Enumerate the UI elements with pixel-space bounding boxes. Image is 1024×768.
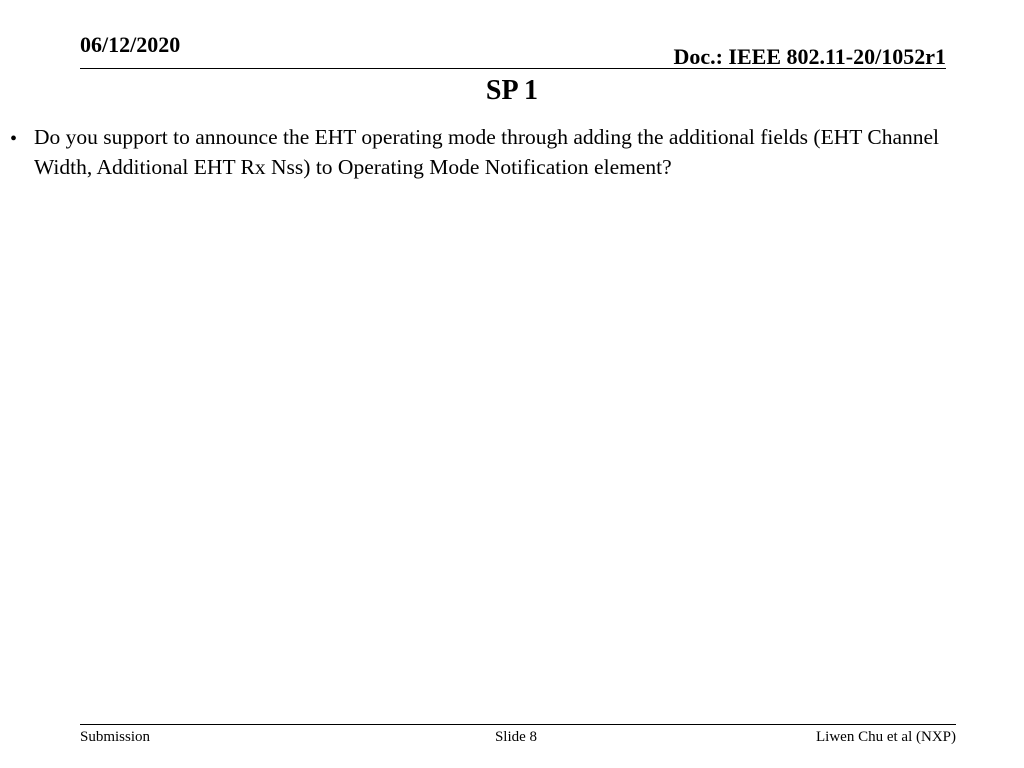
header-date: 06/12/2020	[80, 32, 181, 57]
header-divider	[80, 68, 946, 69]
footer-submission: Submission	[80, 729, 151, 745]
bullet-text: Do you support to announce the EHT operating mode through adding the additional fields (EHT Channel Width, Additional EHT Rx Nss) to Operating Mode Notification element?	[34, 125, 940, 179]
slide-title: SP 1	[485, 75, 539, 106]
footer-slide-number: Slide 8	[494, 729, 538, 745]
footer-divider	[80, 724, 956, 725]
footer-authors: Liwen Chu et al (NXP)	[816, 729, 956, 745]
bullet-icon: •	[10, 128, 18, 150]
header-doc-id: Doc.: IEEE 802.11-20/1052r1	[673, 44, 946, 69]
